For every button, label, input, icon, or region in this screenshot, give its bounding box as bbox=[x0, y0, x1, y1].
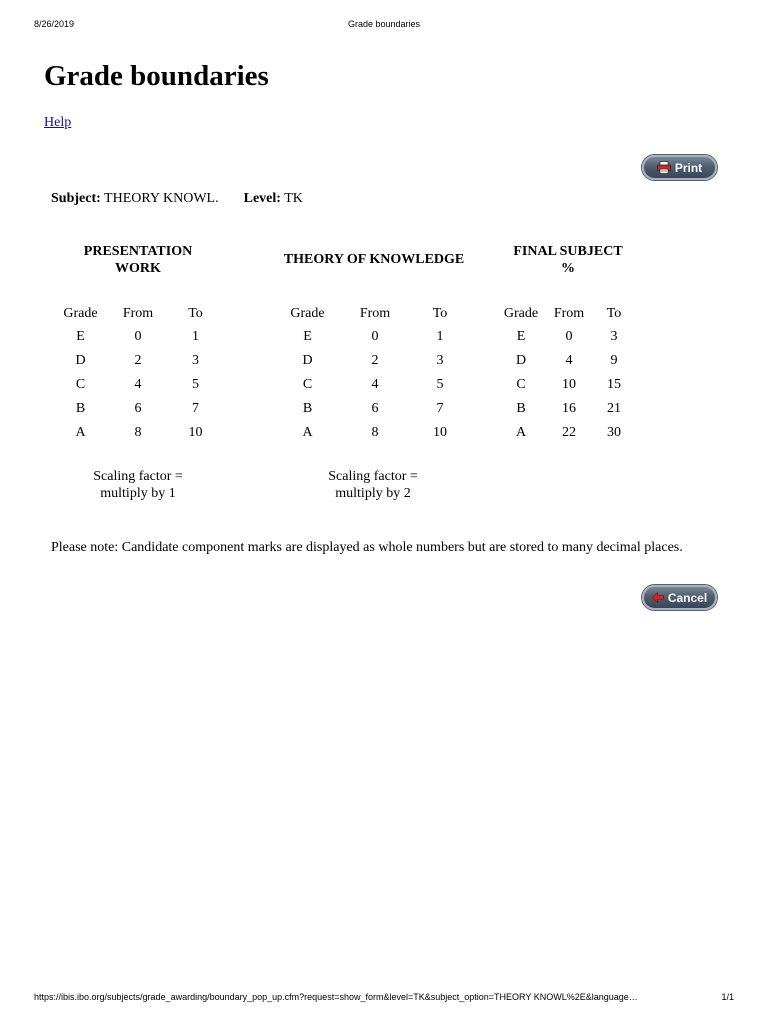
scaling-line: Scaling factor = bbox=[93, 469, 183, 484]
grade-table-tok bbox=[285, 303, 460, 445]
to-cell: 1 bbox=[192, 329, 199, 344]
grade-cell: E bbox=[303, 329, 312, 344]
from-cell: 0 bbox=[371, 329, 379, 344]
to-cell: 10 bbox=[188, 425, 203, 440]
grade-cell: B bbox=[302, 401, 313, 416]
from-cell: 2 bbox=[134, 353, 142, 368]
from-cell: 16 bbox=[562, 401, 576, 416]
table-header-row bbox=[285, 303, 460, 325]
scaling-factor-tok bbox=[283, 468, 463, 502]
table-header-row bbox=[58, 303, 218, 325]
from-cell: 10 bbox=[562, 377, 576, 392]
column-header-grade: Grade bbox=[290, 306, 325, 321]
component-heading-presentation bbox=[58, 243, 218, 277]
grade-cell: D bbox=[75, 353, 86, 368]
to-cell: 3 bbox=[610, 329, 618, 344]
component-heading-line: % bbox=[561, 261, 575, 276]
print-date: 8/26/2019 bbox=[34, 19, 75, 29]
table-row bbox=[498, 349, 634, 373]
page-title: Grade boundaries bbox=[44, 60, 269, 92]
back-arrow-icon bbox=[652, 592, 664, 603]
component-heading-line: WORK bbox=[115, 261, 161, 276]
column-header-grade: Grade bbox=[63, 306, 98, 321]
grade-table-presentation bbox=[58, 303, 218, 445]
table-row bbox=[285, 421, 460, 445]
component-heading-line: PRESENTATION bbox=[83, 244, 193, 259]
table-row bbox=[285, 325, 460, 349]
table-row bbox=[285, 397, 460, 421]
printer-icon bbox=[657, 161, 671, 174]
print-footer bbox=[0, 992, 768, 1004]
grade-cell: E bbox=[516, 329, 526, 344]
level-label: Level: bbox=[243, 191, 281, 206]
grade-cell: A bbox=[75, 425, 86, 440]
from-cell: 4 bbox=[134, 377, 142, 392]
column-header-to: To bbox=[606, 306, 622, 321]
table-row bbox=[58, 373, 218, 397]
to-cell: 3 bbox=[436, 353, 444, 368]
to-cell: 21 bbox=[607, 401, 621, 416]
grade-table-final bbox=[498, 303, 634, 445]
column-header-from: From bbox=[359, 306, 391, 321]
grade-cell: B bbox=[516, 401, 526, 416]
print-header bbox=[0, 19, 768, 31]
scaling-line: Scaling factor = bbox=[328, 469, 418, 484]
from-cell: 0 bbox=[565, 329, 573, 344]
to-cell: 7 bbox=[436, 401, 444, 416]
column-header-to: To bbox=[188, 306, 203, 321]
column-header-grade: Grade bbox=[503, 306, 539, 321]
to-cell: 7 bbox=[192, 401, 199, 416]
table-row bbox=[498, 421, 634, 445]
from-cell: 6 bbox=[371, 401, 379, 416]
component-heading-final bbox=[488, 243, 648, 277]
grade-cell: C bbox=[302, 377, 313, 392]
scaling-line: multiply by 2 bbox=[335, 486, 411, 501]
table-row bbox=[58, 397, 218, 421]
print-button[interactable] bbox=[642, 155, 717, 180]
table-row bbox=[285, 373, 460, 397]
from-cell: 2 bbox=[371, 353, 379, 368]
scaling-line: multiply by 1 bbox=[100, 486, 176, 501]
grade-cell: A bbox=[515, 425, 527, 440]
to-cell: 15 bbox=[607, 377, 621, 392]
grade-cell: A bbox=[302, 425, 313, 440]
subject-line bbox=[51, 191, 303, 207]
to-cell: 10 bbox=[433, 425, 447, 440]
from-cell: 0 bbox=[134, 329, 142, 344]
column-header-from: From bbox=[122, 306, 154, 321]
from-cell: 4 bbox=[371, 377, 379, 392]
print-button-label: Print bbox=[674, 160, 703, 175]
grade-cell: D bbox=[515, 353, 527, 368]
table-row bbox=[498, 373, 634, 397]
to-cell: 1 bbox=[436, 329, 444, 344]
print-page-count: 1/1 bbox=[721, 992, 734, 1002]
to-cell: 9 bbox=[610, 353, 618, 368]
cancel-button[interactable] bbox=[642, 585, 717, 610]
cancel-button-label: Cancel bbox=[667, 590, 708, 605]
grade-cell: B bbox=[75, 401, 86, 416]
component-heading-tok bbox=[264, 251, 484, 268]
table-row bbox=[285, 349, 460, 373]
from-cell: 6 bbox=[134, 401, 142, 416]
grade-cell: D bbox=[302, 353, 313, 368]
print-doc-title: Grade boundaries bbox=[347, 19, 421, 29]
from-cell: 8 bbox=[371, 425, 379, 440]
component-heading-line: FINAL SUBJECT bbox=[513, 244, 623, 259]
column-header-from: From bbox=[553, 306, 585, 321]
component-heading-line: THEORY OF KNOWLEDGE bbox=[283, 252, 465, 267]
level-value: TK bbox=[284, 191, 303, 206]
subject-label: Subject: bbox=[51, 191, 101, 206]
from-cell: 22 bbox=[562, 425, 576, 440]
table-header-row bbox=[498, 303, 634, 325]
table-row bbox=[58, 421, 218, 445]
from-cell: 4 bbox=[565, 353, 573, 368]
table-row bbox=[498, 397, 634, 421]
help-link[interactable]: Help bbox=[44, 115, 72, 130]
to-cell: 3 bbox=[192, 353, 199, 368]
table-row bbox=[58, 349, 218, 373]
grade-cell: C bbox=[516, 377, 526, 392]
to-cell: 5 bbox=[192, 377, 199, 392]
column-header-to: To bbox=[432, 306, 448, 321]
grade-cell: E bbox=[76, 329, 85, 344]
subject-value: THEORY KNOWL. bbox=[104, 191, 219, 206]
to-cell: 5 bbox=[436, 377, 444, 392]
from-cell: 8 bbox=[134, 425, 142, 440]
print-url: https://ibis.ibo.org/subjects/grade_awarding/boundary_pop_up.cfm?request=show_form&level=TK&subject_option=THEORY KNOWL%2E&language… bbox=[34, 992, 638, 1002]
table-row bbox=[498, 325, 634, 349]
scaling-factor-presentation bbox=[48, 468, 228, 502]
table-row bbox=[58, 325, 218, 349]
decimal-note: Please note: Candidate component marks are displayed as whole numbers but are stored to many decimal places. bbox=[51, 540, 683, 555]
to-cell: 30 bbox=[607, 425, 621, 440]
grade-cell: C bbox=[75, 377, 86, 392]
